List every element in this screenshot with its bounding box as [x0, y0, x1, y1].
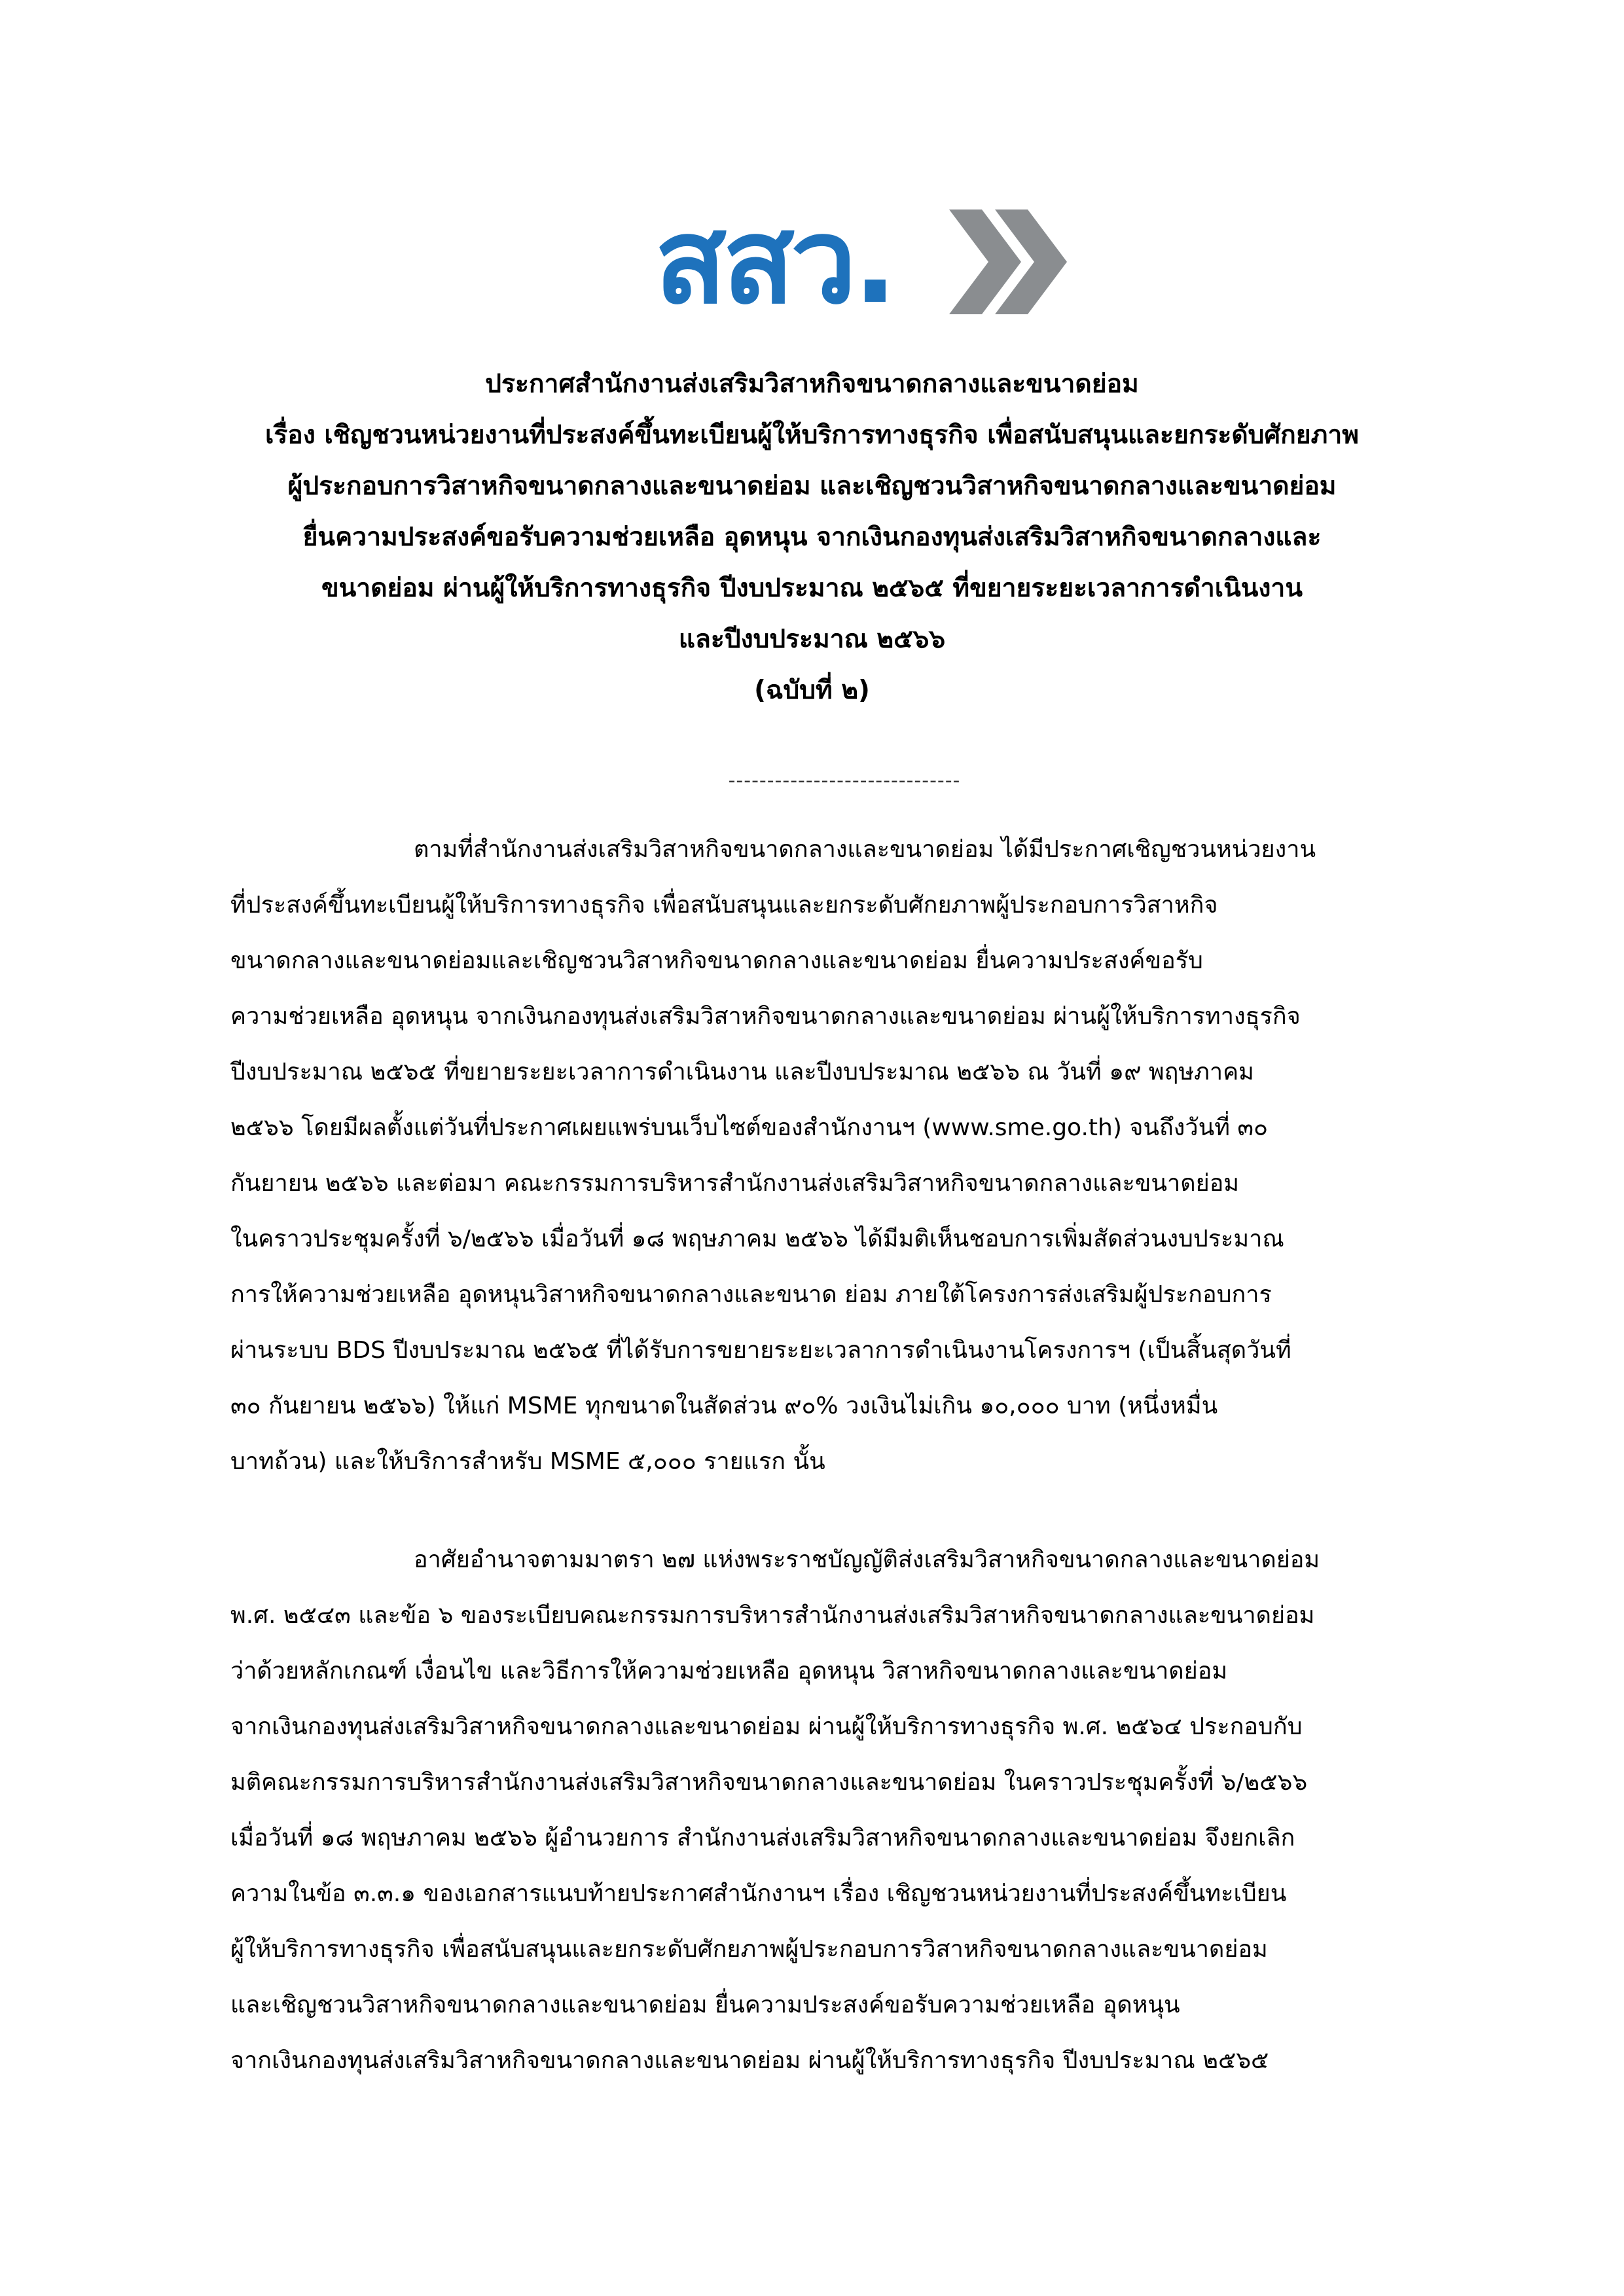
paragraph-line: จากเงินกองทุนส่งเสริมวิสาหกิจขนาดกลางและขนาดย่อม ผ่านผู้ให้บริการทางธุรกิจ ปีงบประมาณ ๒๕๖๕: [230, 2047, 1269, 2074]
paragraph-line: ผู้ให้บริการทางธุรกิจ เพื่อสนับสนุนและยกระดับศักยภาพผู้ประกอบการวิสาหกิจขนาดกลางและขนาดย่อม: [230, 1936, 1268, 1963]
paragraph-line: และเชิญชวนวิสาหกิจขนาดกลางและขนาดย่อม ยื่นความประสงค์ขอรับความช่วยเหลือ อุดหนุน: [230, 1992, 1180, 2018]
paragraph-authority: [230, 1532, 1454, 2088]
paragraph-line: พ.ศ. ๒๕๔๓ และข้อ ๖ ของระเบียบคณะกรรมการบริหารสำนักงานส่งเสริมวิสาหกิจขนาดกลางและขนาดย่อม: [230, 1602, 1315, 1629]
paragraph-line: กันยายน ๒๕๖๖ และต่อมา คณะกรรมการบริหารสำนักงานส่งเสริมวิสาหกิจขนาดกลางและขนาดย่อม: [230, 1170, 1240, 1197]
paragraph-line: ความในข้อ ๓.๓.๑ ของเอกสารแนบท้ายประกาศสำนักงานฯ เรื่อง เชิญชวนหน่วยงานที่ประสงค์ขึ้นทะเบียน: [230, 1880, 1287, 1907]
paragraph-line: ๒๕๖๖ โดยมีผลตั้งแต่วันที่ประกาศเผยแพร่บนเว็บไซต์ของสำนักงานฯ (www.sme.go.th) จนถึงวันที่ ๓๐: [230, 1114, 1268, 1141]
paragraph-line: ผ่านระบบ BDS ปีงบประมาณ ๒๕๖๕ ที่ได้รับการขยายระยะเวลาการดำเนินงานโครงการฯ (เป็นสิ้นสุดวันที่: [230, 1337, 1291, 1364]
paragraph-line: มติคณะกรรมการบริหารสำนักงานส่งเสริมวิสาหกิจขนาดกลางและขนาดย่อม ในคราวประชุมครั้งที่ ๖/๒๕๖๖: [230, 1769, 1308, 1796]
heading-line: ประกาศสำนักงานส่งเสริมวิสาหกิจขนาดกลางและขนาดย่อม: [485, 369, 1139, 399]
paragraph-line: ปีงบประมาณ ๒๕๖๕ ที่ขยายระยะเวลาการดำเนินงาน และปีงบประมาณ ๒๕๖๖ ณ วันที่ ๑๙ พฤษภาคม: [230, 1059, 1254, 1085]
logo-wordmark: สสว.: [655, 193, 894, 330]
section-divider: ------------------------------: [728, 769, 961, 792]
osmep-logo: [655, 193, 1074, 330]
heading-line: ผู้ประกอบการวิสาหกิจขนาดกลางและขนาดย่อม และเชิญชวนวิสาหกิจขนาดกลางและขนาดย่อม: [287, 471, 1337, 501]
paragraph-line: อาศัยอำนาจตามมาตรา ๒๗ แห่งพระราชบัญญัติส่งเสริมวิสาหกิจขนาดกลางและขนาดย่อม: [414, 1546, 1320, 1573]
edition-number: (ฉบับที่ ๒): [754, 676, 870, 705]
heading-line: และปีงบประมาณ ๒๕๖๖: [678, 625, 946, 654]
paragraph-line: บาทถ้วน) และให้บริการสำหรับ MSME ๕,๐๐๐ รายแรก นั้น: [230, 1448, 825, 1475]
paragraph-line: ตามที่สำนักงานส่งเสริมวิสาหกิจขนาดกลางและขนาดย่อม ได้มีประกาศเชิญชวนหน่วยงาน: [414, 836, 1316, 863]
paragraph-line: การให้ความช่วยเหลือ อุดหนุนวิสาหกิจขนาดกลางและขนาด ย่อม ภายใต้โครงการส่งเสริมผู้ประกอบการ: [230, 1281, 1272, 1308]
paragraph-line: เมื่อวันที่ ๑๘ พฤษภาคม ๒๕๖๖ ผู้อำนวยการ สำนักงานส่งเสริมวิสาหกิจขนาดกลางและขนาดย่อม จึงยกเลิก: [230, 1825, 1295, 1851]
paragraph-line: ในคราวประชุมครั้งที่ ๖/๒๕๖๖ เมื่อวันที่ ๑๘ พฤษภาคม ๒๕๖๖ ได้มีมติเห็นชอบการเพิ่มสัดส่วนงบประมาณ: [230, 1226, 1284, 1252]
announcement-heading: [131, 359, 1493, 716]
paragraph-line: ความช่วยเหลือ อุดหนุน จากเงินกองทุนส่งเสริมวิสาหกิจขนาดกลางและขนาดย่อม ผ่านผู้ให้บริการทางธุรกิจ: [230, 1003, 1301, 1030]
heading-line: ขนาดย่อม ผ่านผู้ให้บริการทางธุรกิจ ปีงบประมาณ ๒๕๖๕ ที่ขยายระยะเวลาการดำเนินงาน: [321, 574, 1303, 603]
paragraph-line: ๓๐ กันยายน ๒๕๖๖) ให้แก่ MSME ทุกขนาดในสัดส่วน ๙๐% วงเงินไม่เกิน ๑๐,๐๐๐ บาท (หนึ่งหมื่น: [230, 1393, 1218, 1419]
paragraph-line: จากเงินกองทุนส่งเสริมวิสาหกิจขนาดกลางและขนาดย่อม ผ่านผู้ให้บริการทางธุรกิจ พ.ศ. ๒๕๖๔ ประกอบกับ: [230, 1713, 1303, 1740]
paragraph-background: [230, 822, 1454, 1489]
paragraph-line: ที่ประสงค์ขึ้นทะเบียนผู้ให้บริการทางธุรกิจ เพื่อสนับสนุนและยกระดับศักยภาพผู้ประกอบการวิสาหกิจ: [230, 892, 1218, 919]
paragraph-line: ว่าด้วยหลักเกณฑ์ เงื่อนไข และวิธีการให้ความช่วยเหลือ อุดหนุน วิสาหกิจขนาดกลางและขนาดย่อม: [230, 1658, 1228, 1685]
heading-line: เรื่อง เชิญชวนหน่วยงานที่ประสงค์ขึ้นทะเบียนผู้ให้บริการทางธุรกิจ เพื่อสนับสนุนและยกระดับศักยภาพ: [265, 420, 1359, 450]
heading-line: ยื่นความประสงค์ขอรับความช่วยเหลือ อุดหนุน จากเงินกองทุนส่งเสริมวิสาหกิจขนาดกลางและ: [302, 522, 1322, 552]
paragraph-line: ขนาดกลางและขนาดย่อมและเชิญชวนวิสาหกิจขนาดกลางและขนาดย่อม ยื่นความประสงค์ขอรับ: [230, 947, 1203, 974]
double-chevron-icon: [943, 203, 1074, 321]
